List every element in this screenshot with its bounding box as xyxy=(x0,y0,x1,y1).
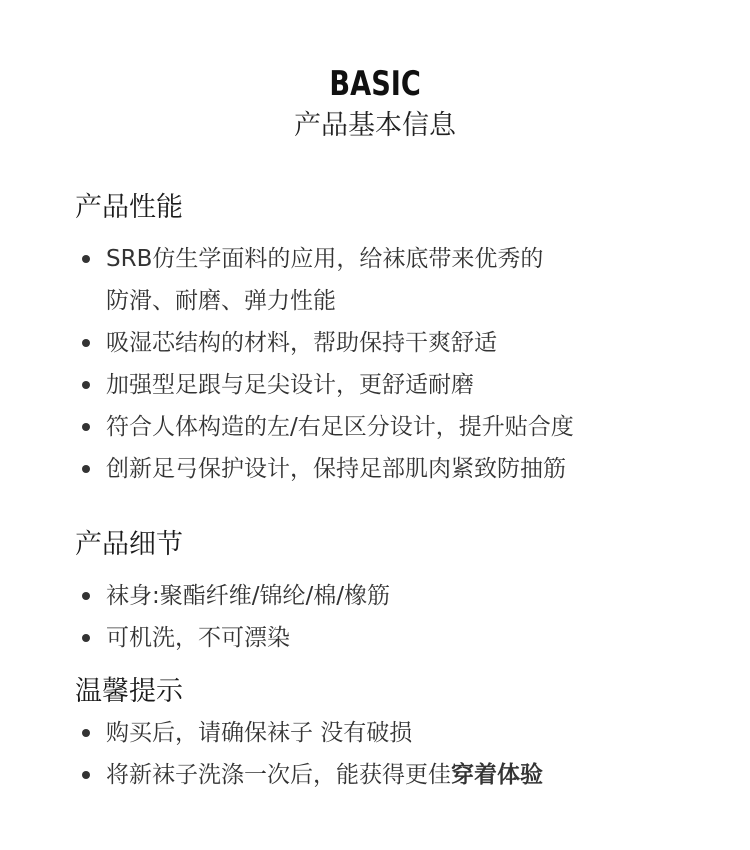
tips-list xyxy=(75,712,715,796)
list-item: 可机洗，不可漂染 xyxy=(75,617,715,659)
list-item: 加强型足跟与足尖设计，更舒适耐磨 xyxy=(75,364,715,406)
tips-title: 温馨提示 xyxy=(75,676,183,707)
performance-section xyxy=(75,190,715,490)
details-title: 产品细节 xyxy=(75,529,183,560)
list-item-text-continued: 防滑、耐磨、弹力性能 xyxy=(106,288,336,314)
list-item-text: 将新袜子洗涤一次后，能获得更佳 xyxy=(106,762,451,788)
list-item: 购买后，请确保袜子 没有破损 xyxy=(75,712,715,754)
list-item: 袜身:聚酯纤维/锦纶/棉/橡筋 xyxy=(75,575,715,617)
list-item: 创新足弓保护设计，保持足部肌肉紧致防抽筋 xyxy=(75,448,715,490)
performance-list xyxy=(75,238,715,490)
details-list xyxy=(75,575,715,659)
emphasis-text: 穿着体验 xyxy=(451,762,543,788)
list-item xyxy=(75,238,715,322)
performance-title: 产品性能 xyxy=(75,192,183,223)
page-header xyxy=(0,62,750,144)
brand-title: BASIC xyxy=(329,64,421,104)
page-subtitle: 产品基本信息 xyxy=(294,110,456,141)
list-item: 符合人体构造的左/右足区分设计，提升贴合度 xyxy=(75,406,715,448)
list-item xyxy=(75,754,715,796)
details-section xyxy=(75,527,715,659)
list-item-text: SRB仿生学面料的应用，给袜底带来优秀的 xyxy=(106,246,544,272)
list-item: 吸湿芯结构的材料，帮助保持干爽舒适 xyxy=(75,322,715,364)
tips-section xyxy=(75,674,715,796)
